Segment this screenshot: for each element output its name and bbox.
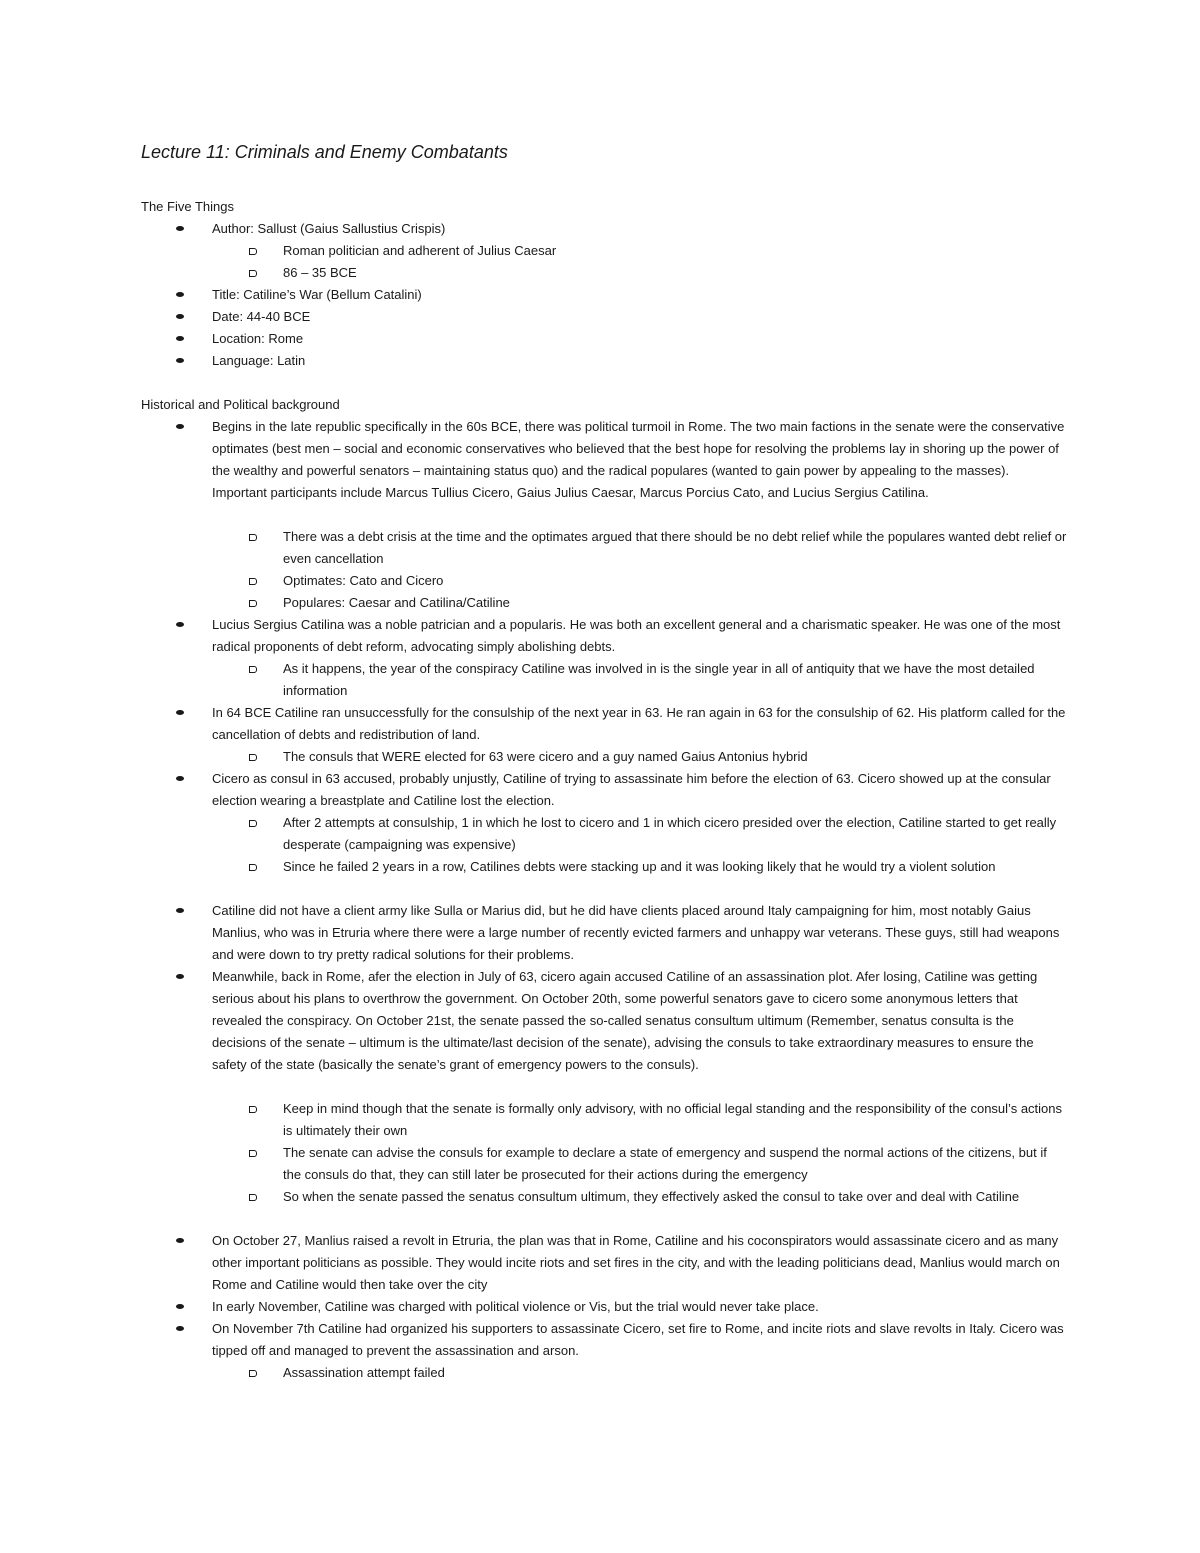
list-item-text: Location: Rome [212,331,304,346]
list-item-text: In 64 BCE Catiline ran unsuccessfully for the consulship of the next year in 63. He ran again in 63 for the consulship of 62. His platform called for the cancellation of debts and redistribution of land. [212,705,1066,742]
list-item-text: Language: Latin [212,353,306,368]
sub-item-text: The senate can advise the consuls for example to declare a state of emergency and suspend the normal actions of the citizens, but if the consuls do that, they can still later be prosecuted for their actions during the emergency [283,1145,1047,1182]
bullet-icon [175,350,185,372]
arrow-bullet-icon [247,1362,259,1384]
list-item-text: Author: Sallust (Gaius Sallustius Crispis) [212,221,446,236]
arrow-bullet-icon [247,526,259,548]
sub-item-text: Optimates: Cato and Cicero [283,573,444,588]
sub-item-text: After 2 attempts at consulship, 1 in which he lost to cicero and 1 in which cicero presided over the election, Catiline started to get really desperate (campaigning was expensive) [283,815,1057,852]
bullet-icon [175,328,185,350]
arrow-bullet-icon [247,746,259,768]
sub-item-text: 86 – 35 BCE [283,265,357,280]
list-item-text: Catiline did not have a client army like Sulla or Marius did, but he did have clients placed around Italy campaigning for him, most notably Gaius Manlius, who was in Etruria where there were a large number of recently evicted farmers and unhappy war veterans. These guys, still had weapons and were down to try pretty radical solutions for their problems. [212,903,1060,962]
arrow-bullet-icon [247,856,259,878]
five-things-heading: The Five Things [141,199,234,214]
arrow-bullet-icon [247,1186,259,1208]
bullet-icon [175,702,185,724]
background-heading: Historical and Political background [141,397,340,412]
list-item-text: Lucius Sergius Catilina was a noble patrician and a popularis. He was both an excellent general and a charismatic speaker. He was one of the most radical proponents of debt reform, advocating simply abolishing debts. [212,617,1061,654]
list-item-text: Meanwhile, back in Rome, afer the election in July of 63, cicero again accused Catiline of an assassination plot. Afer losing, Catiline was getting serious about his plans to overthrow the government. On October 20th, some powerful senators gave to cicero some anonymous letters that revealed the conspiracy. On October 21st, the senate passed the so-called senatus consultum ultimum (Remember, senatus consulta is the decisions of the senate – ultimum is the ultimate/last decision of the senate), advising the consuls to take extraordinary measures to ensure the safety of the state (basically the senate’s grant of emergency powers to the consuls). [212,969,1038,1072]
list-item-text: Cicero as consul in 63 accused, probably unjustly, Catiline of trying to assassinate him before the election of 63. Cicero showed up at the consular election wearing a breastplate and Catiline lost the election. [212,771,1051,808]
list-item-text: Begins in the late republic specifically in the 60s BCE, there was political turmoil in Rome. The two main factions in the senate were the conservative optimates (best men – social and economic conservatives who believed that the best hope for resolving the problems lay in shoring up the power of the wealthy and powerful senators – maintaining status quo) and the radical populares (wanted to gain power by appealing to the masses). Important participants include Marcus Tullius Cicero, Gaius Julius Caesar, Marcus Porcius Cato, and Lucius Sergius Catilina. [212,419,1065,500]
arrow-bullet-icon [247,570,259,592]
sub-item-text: The consuls that WERE elected for 63 were cicero and a guy named Gaius Antonius hybrid [283,749,808,764]
bullet-icon [175,614,185,636]
bullet-icon [175,1230,185,1252]
sub-item-text: Keep in mind though that the senate is formally only advisory, with no official legal standing and the responsibility of the consul’s actions is ultimately their own [283,1101,1063,1138]
bullet-icon [175,1318,185,1340]
lecture-title: Lecture 11: Criminals and Enemy Combatants [141,142,508,162]
arrow-bullet-icon [247,262,259,284]
list-item-text: On October 27, Manlius raised a revolt in Etruria, the plan was that in Rome, Catiline and his coconspirators would assassinate cicero and as many other important politicians as possible. They would incite riots and set fires in the city, and with the leading politicians dead, Manlius would march on Rome and Catiline would then take over the city [212,1233,1060,1292]
sub-item-text: There was a debt crisis at the time and the optimates argued that there should be no debt relief while the populares wanted debt relief or even cancellation [283,529,1067,566]
arrow-bullet-icon [247,812,259,834]
arrow-bullet-icon [247,592,259,614]
list-item-text: In early November, Catiline was charged with political violence or Vis, but the trial would never take place. [212,1299,819,1314]
bullet-icon [175,284,185,306]
sub-item-text: So when the senate passed the senatus consultum ultimum, they effectively asked the consul to take over and deal with Catiline [283,1189,1020,1204]
bullet-icon [175,966,185,988]
sub-item-text: As it happens, the year of the conspiracy Catiline was involved in is the single year in all of antiquity that we have the most detailed information [283,661,1035,698]
bullet-icon [175,306,185,328]
sub-item-text: Assassination attempt failed [283,1365,445,1380]
sub-item-text: Since he failed 2 years in a row, Catilines debts were stacking up and it was looking likely that he would try a violent solution [283,859,996,874]
arrow-bullet-icon [247,1098,259,1120]
arrow-bullet-icon [247,1142,259,1164]
list-item-text: Date: 44-40 BCE [212,309,311,324]
list-item-text: On November 7th Catiline had organized his supporters to assassinate Cicero, set fire to Rome, and incite riots and slave revolts in Italy. Cicero was tipped off and managed to prevent the assassination and arson. [212,1321,1064,1358]
sub-item-text: Populares: Caesar and Catilina/Catiline [283,595,510,610]
bullet-icon [175,416,185,438]
arrow-bullet-icon [247,240,259,262]
list-item-text: Title: Catiline’s War (Bellum Catalini) [212,287,422,302]
bullet-icon [175,900,185,922]
arrow-bullet-icon [247,658,259,680]
bullet-icon [175,218,185,240]
bullet-icon [175,1296,185,1318]
bullet-icon [175,768,185,790]
sub-item-text: Roman politician and adherent of Julius Caesar [283,243,557,258]
